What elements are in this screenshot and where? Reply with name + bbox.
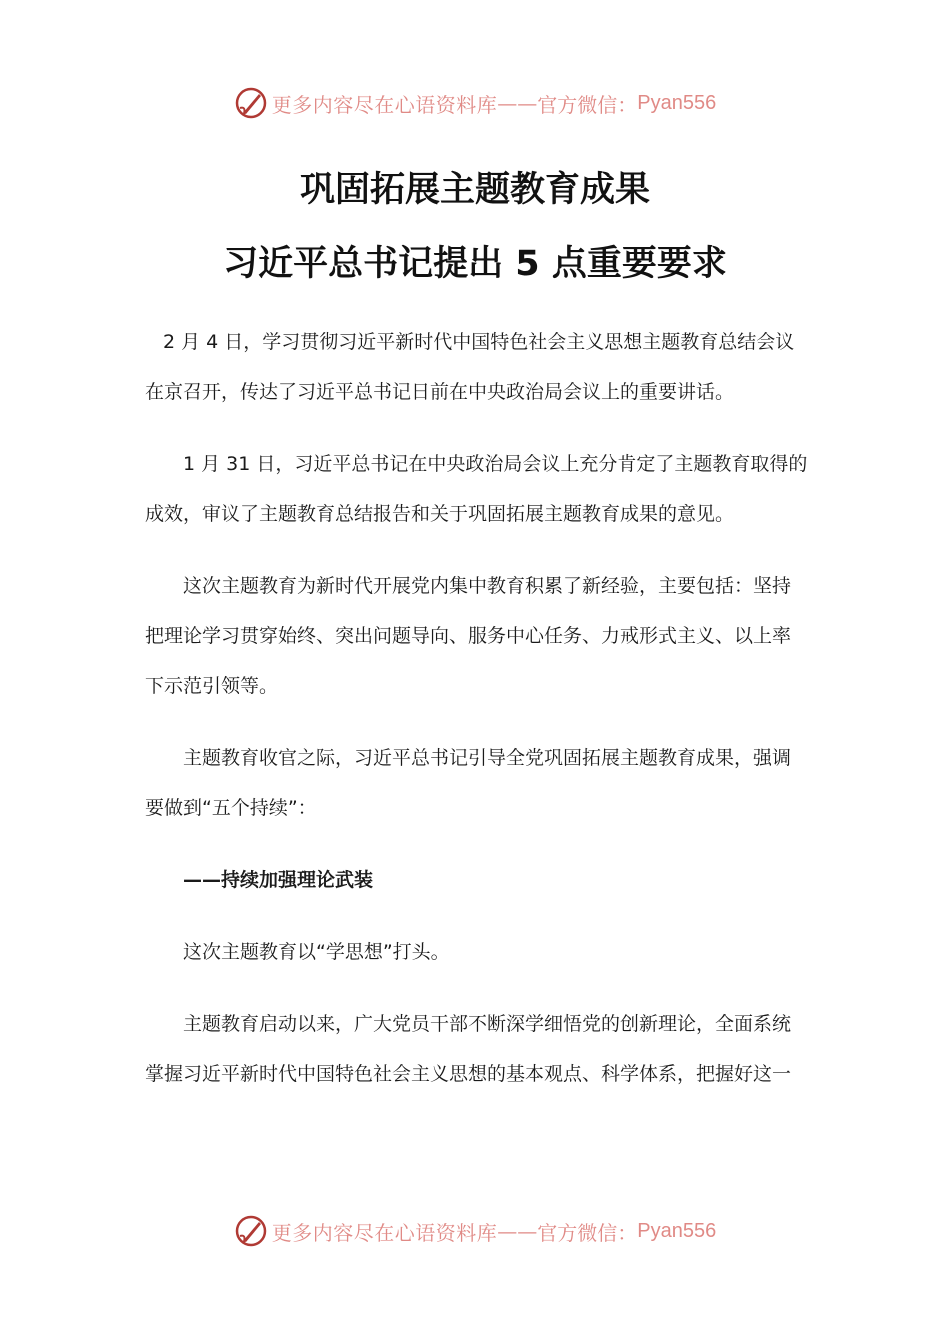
body-line: 在京召开，传达了习近平总书记日前在中央政治局会议上的重要讲话。 — [145, 381, 735, 403]
body-line: 1 月 31 日，习近平总书记在中央政治局会议上充分肯定了主题教育取得的 — [183, 453, 808, 475]
body-line: 掌握习近平新时代中国特色社会主义思想的基本观点、科学体系，把握好这一 — [145, 1063, 792, 1085]
banner-separator: —— — [497, 1219, 538, 1243]
footer-watermark — [0, 1211, 950, 1251]
body-line: 要做到“五个持续”： — [145, 797, 317, 819]
banner-wechat-label: 官方微信： — [537, 92, 638, 117]
body-line: 主题教育启动以来，广大党员干部不断深学细悟党的创新理论，全面系统 — [183, 1013, 792, 1035]
quill-logo-icon — [234, 1214, 268, 1248]
header-watermark — [0, 83, 950, 123]
banner-separator: —— — [497, 91, 538, 115]
banner-wechat-label: 官方微信： — [537, 1220, 638, 1245]
banner-wechat-id: Pyan556 — [637, 1219, 717, 1242]
banner-slogan: 更多内容尽在心语资料库 — [271, 92, 498, 117]
body-line: 2 月 4 日，学习贯彻习近平新时代中国特色社会主义思想主题教育总结会议 — [163, 331, 795, 353]
body-line: 下示范引领等。 — [145, 675, 279, 697]
document-title-line-1: 巩固拓展主题教育成果 — [299, 170, 650, 210]
body-line: 这次主题教育为新时代开展党内集中教育积累了新经验，主要包括：坚持 — [183, 575, 792, 597]
document-title-line-2: 习近平总书记提出 5 点重要要求 — [223, 244, 727, 284]
body-line: 把理论学习贯穿始终、突出问题导向、服务中心任务、力戒形式主义、以上率 — [145, 625, 792, 647]
quill-logo-icon — [234, 86, 268, 120]
banner-slogan: 更多内容尽在心语资料库 — [271, 1220, 498, 1245]
section-heading: ——持续加强理论武装 — [183, 869, 374, 891]
body-line: 成效，审议了主题教育总结报告和关于巩固拓展主题教育成果的意见。 — [145, 503, 735, 525]
body-line: 主题教育收官之际，习近平总书记引导全党巩固拓展主题教育成果，强调 — [183, 747, 792, 769]
body-line: 这次主题教育以“学思想”打头。 — [183, 941, 450, 963]
banner-wechat-id: Pyan556 — [637, 91, 717, 114]
